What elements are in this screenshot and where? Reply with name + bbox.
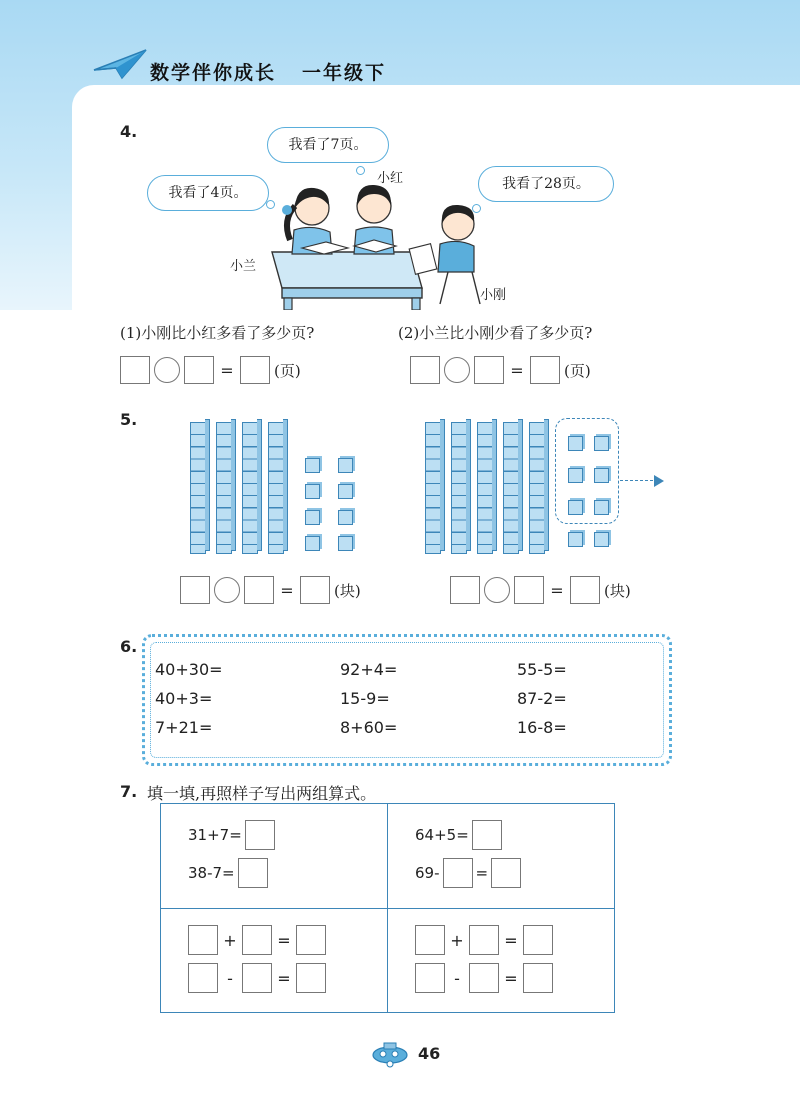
ten-rod — [477, 422, 493, 554]
speech-bubble-gang: 我看了28页。 — [478, 166, 614, 202]
answer-box[interactable] — [242, 925, 272, 955]
equals-sign: = — [550, 580, 564, 600]
answer-box[interactable] — [491, 858, 521, 888]
arrow-right-icon — [654, 475, 664, 487]
equals-sign: = — [504, 968, 518, 988]
answer-box[interactable] — [180, 576, 210, 604]
ten-rod — [268, 422, 284, 554]
blank-subtraction-row — [415, 963, 553, 993]
unit-label: (块) — [334, 581, 361, 600]
answer-box[interactable] — [300, 576, 330, 604]
calc-item: 15-9= — [340, 689, 390, 708]
answer-box[interactable] — [242, 963, 272, 993]
operator-circle[interactable] — [444, 357, 470, 383]
answer-box[interactable] — [296, 925, 326, 955]
calc-item: 40+30= — [155, 660, 223, 679]
ten-rod — [503, 422, 519, 554]
question-7-instruction: 填一填,再照样子写出两组算式。 — [147, 784, 377, 803]
blank-subtraction-row — [188, 963, 326, 993]
header-title — [150, 58, 386, 85]
calc-item: 92+4= — [340, 660, 398, 679]
page-number: 46 — [418, 1044, 441, 1063]
unit-label: (页) — [564, 361, 591, 380]
unit-label: (块) — [604, 581, 631, 600]
blank-addition-row — [188, 925, 326, 955]
answer-box[interactable] — [184, 356, 214, 384]
answer-box[interactable] — [188, 963, 218, 993]
answer-box[interactable] — [530, 356, 560, 384]
unit-cube — [594, 468, 609, 483]
answer-box[interactable] — [188, 925, 218, 955]
answer-row-5-1 — [180, 576, 361, 604]
equals-sign: = — [277, 968, 291, 988]
name-label-gang: 小刚 — [480, 288, 507, 303]
minus-sign: - — [227, 968, 233, 988]
question-4-part-2: (2)小兰比小刚少看了多少页? — [398, 324, 593, 342]
equals-sign: = — [280, 580, 294, 600]
calc-item: 8+60= — [340, 718, 398, 737]
operator-circle[interactable] — [154, 357, 180, 383]
ten-rod — [529, 422, 545, 554]
paper-plane-icon — [92, 48, 148, 80]
answer-box[interactable] — [296, 963, 326, 993]
minus-sign: - — [454, 968, 460, 988]
calc-item: 16-8= — [517, 718, 567, 737]
unit-cube — [568, 532, 583, 547]
unit-cube — [594, 436, 609, 451]
bubble-tail — [356, 166, 365, 175]
grouped-cubes-outline — [555, 418, 619, 524]
ten-rod — [190, 422, 206, 554]
unit-cube — [305, 510, 320, 525]
children-reading-illustration — [262, 180, 492, 310]
unit-cube — [338, 458, 353, 473]
ten-rod — [216, 422, 232, 554]
answer-box[interactable] — [523, 963, 553, 993]
answer-box[interactable] — [415, 925, 445, 955]
expression: 64+5= — [415, 826, 469, 844]
answer-box[interactable] — [244, 576, 274, 604]
answer-box[interactable] — [469, 925, 499, 955]
speech-bubble-lan: 我看了4页。 — [147, 175, 269, 211]
airplane-mascot-icon — [370, 1040, 412, 1068]
unit-cube — [338, 484, 353, 499]
example-1-line-2 — [188, 858, 268, 888]
ten-rod — [242, 422, 258, 554]
ten-rod — [425, 422, 441, 554]
unit-label: (页) — [274, 361, 301, 380]
equals-sign: = — [220, 360, 234, 380]
name-label-hong: 小红 — [377, 171, 404, 186]
question-4-number: 4. — [120, 122, 138, 141]
unit-cube — [338, 536, 353, 551]
blank-addition-row — [415, 925, 553, 955]
operator-circle[interactable] — [484, 577, 510, 603]
answer-box[interactable] — [474, 356, 504, 384]
question-4-part-1: (1)小刚比小红多看了多少页? — [120, 324, 315, 342]
unit-cube — [305, 484, 320, 499]
name-label-lan: 小兰 — [230, 259, 257, 274]
unit-cube — [594, 532, 609, 547]
unit-cube — [594, 500, 609, 515]
question-6-number: 6. — [120, 637, 138, 656]
equals-sign: = — [510, 360, 524, 380]
answer-box[interactable] — [514, 576, 544, 604]
answer-box[interactable] — [469, 963, 499, 993]
example-2-line-2 — [415, 858, 521, 888]
calc-item: 7+21= — [155, 718, 213, 737]
answer-box[interactable] — [245, 820, 275, 850]
plus-sign: + — [223, 930, 237, 950]
unit-cube — [568, 468, 583, 483]
expression: 69- — [415, 864, 440, 882]
answer-row-4-2 — [410, 356, 591, 384]
answer-row-5-2 — [450, 576, 631, 604]
answer-box[interactable] — [238, 858, 268, 888]
answer-box[interactable] — [523, 925, 553, 955]
example-1-line-1 — [188, 820, 275, 850]
answer-box[interactable] — [443, 858, 473, 888]
unit-cube — [305, 458, 320, 473]
expression: 38-7= — [188, 864, 235, 882]
question-5-number: 5. — [120, 410, 138, 429]
calc-item: 87-2= — [517, 689, 567, 708]
calc-item: 55-5= — [517, 660, 567, 679]
equals-sign: = — [475, 864, 489, 882]
equals-sign: = — [504, 930, 518, 950]
operator-circle[interactable] — [214, 577, 240, 603]
arrow-line — [620, 480, 658, 481]
ten-rod — [451, 422, 467, 554]
expression: 31+7= — [188, 826, 242, 844]
answer-box[interactable] — [570, 576, 600, 604]
calc-frame — [142, 634, 672, 766]
example-2-line-1 — [415, 820, 502, 850]
answer-box[interactable] — [415, 963, 445, 993]
unit-cube — [568, 436, 583, 451]
plus-sign: + — [450, 930, 464, 950]
speech-bubble-hong: 我看了7页。 — [267, 127, 389, 163]
answer-box[interactable] — [450, 576, 480, 604]
unit-cube — [568, 500, 583, 515]
answer-box[interactable] — [120, 356, 150, 384]
answer-row-4-1 — [120, 356, 301, 384]
answer-box[interactable] — [240, 356, 270, 384]
book-title: 数学伴你成长 — [150, 62, 277, 84]
unit-cube — [338, 510, 353, 525]
grade-label: 一年级下 — [302, 62, 387, 84]
question-7-number: 7. — [120, 782, 138, 801]
equals-sign: = — [277, 930, 291, 950]
unit-cube — [305, 536, 320, 551]
answer-box[interactable] — [472, 820, 502, 850]
answer-box[interactable] — [410, 356, 440, 384]
calc-item: 40+3= — [155, 689, 213, 708]
